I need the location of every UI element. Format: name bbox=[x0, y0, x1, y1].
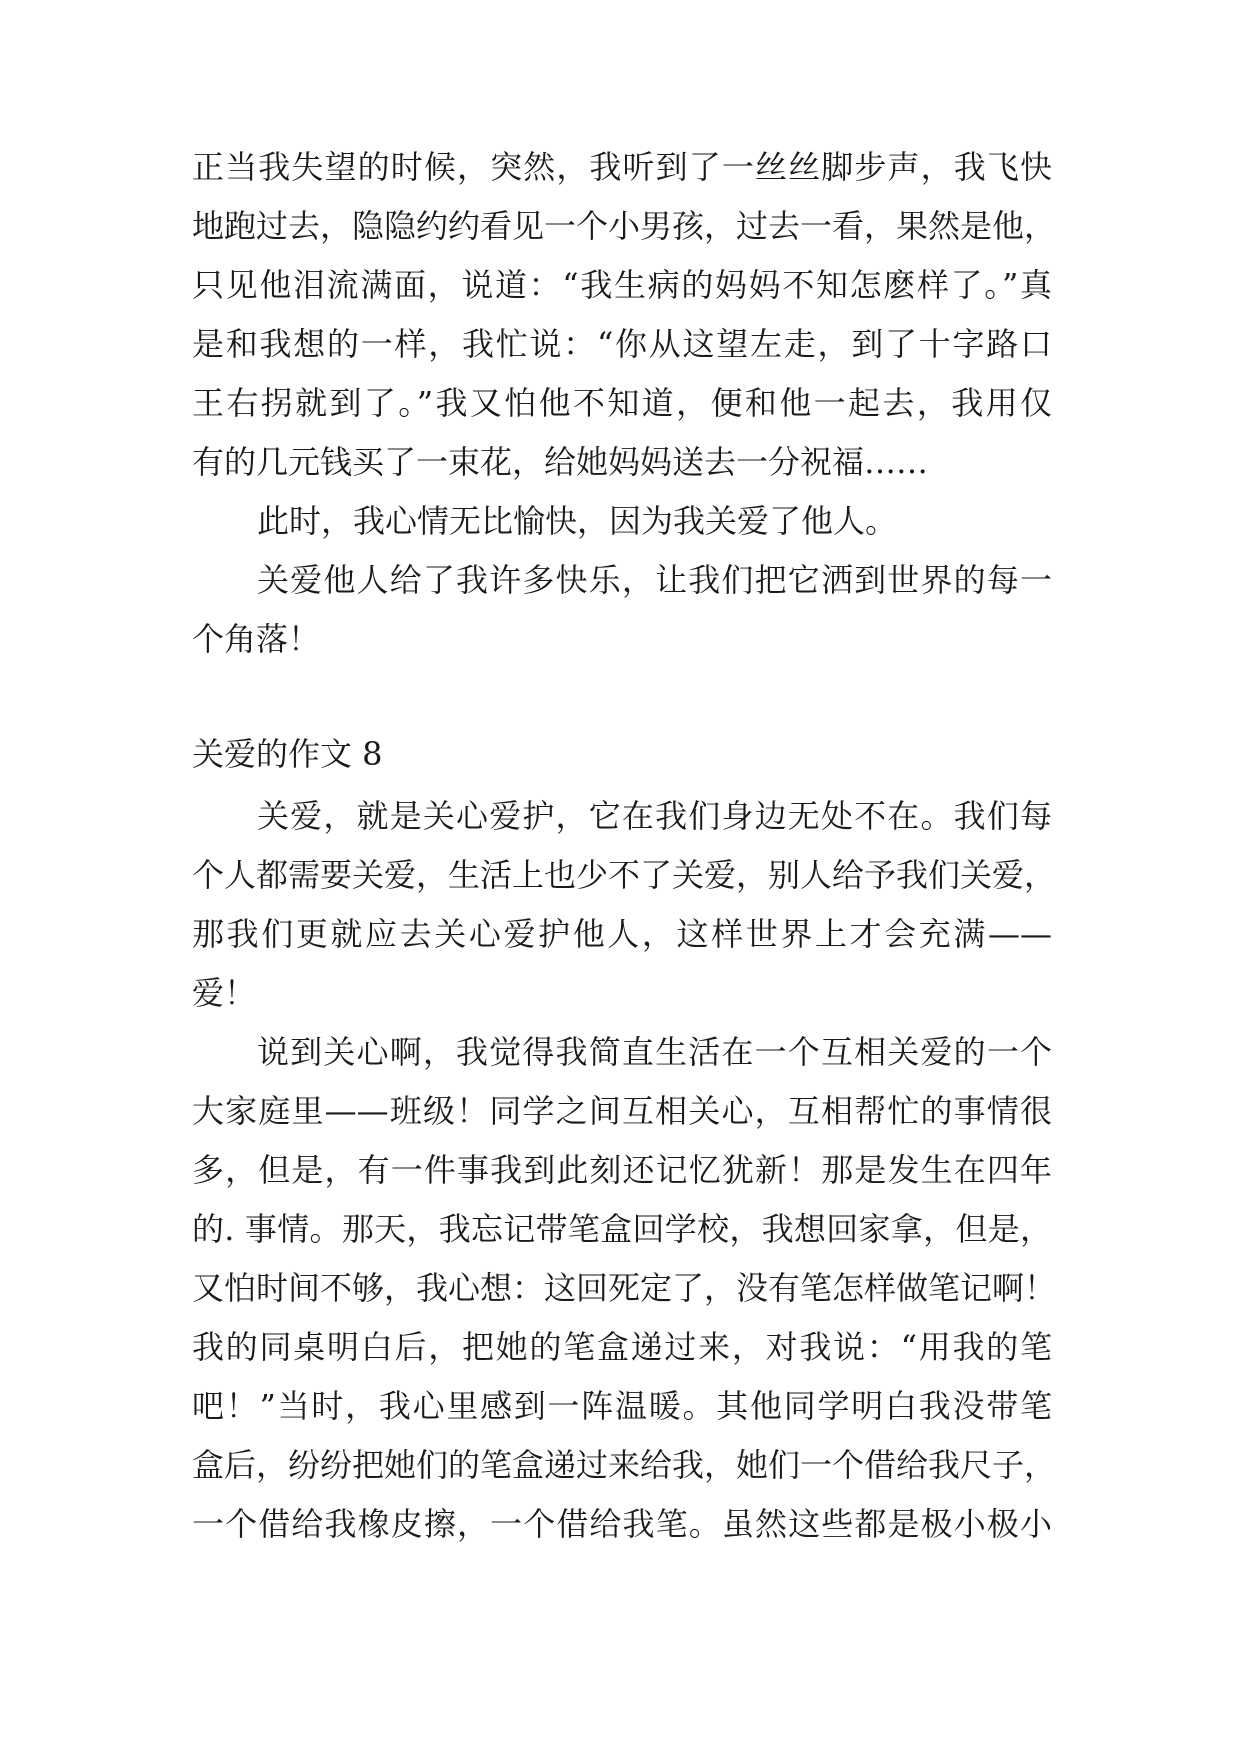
text-line: 正当我失望的时候，突然，我听到了一丝丝脚步声，我飞快 bbox=[192, 148, 1052, 186]
text-line: 地跑过去，隐隐约约看见一个小男孩，过去一看，果然是他， bbox=[192, 207, 1057, 245]
text-line: 爱！ bbox=[192, 974, 257, 1012]
text-line: 的. 事情。那天，我忘记带笔盒回学校，我想回家拿，但是， bbox=[192, 1210, 1052, 1248]
text-line: 只见他泪流满面，说道：“我生病的妈妈不知怎麽样了。”真 bbox=[192, 266, 1052, 304]
text-line: 个人都需要关爱，生活上也少不了关爱，别人给予我们关爱， bbox=[192, 856, 1057, 894]
text-line: 说到关心啊，我觉得我简直生活在一个互相关爱的一个 bbox=[257, 1033, 1052, 1071]
text-line: 关爱他人给了我许多快乐，让我们把它洒到世界的每一 bbox=[257, 561, 1052, 599]
text-line: 是和我想的一样，我忙说：“你从这望左走，到了十字路口 bbox=[192, 325, 1052, 363]
text-line: 我的同桌明白后，把她的笔盒递过来，对我说：“用我的笔 bbox=[192, 1328, 1052, 1366]
text-line: 有的几元钱买了一束花，给她妈妈送去一分祝福…… bbox=[192, 443, 929, 481]
text-line: 关爱，就是关心爱护，它在我们身边无处不在。我们每 bbox=[257, 797, 1052, 835]
text-line: 个角落！ bbox=[192, 620, 321, 658]
text-line: 吧！”当时，我心里感到一阵温暖。其他同学明白我没带笔 bbox=[192, 1387, 1052, 1425]
text-line: 又怕时间不够，我心想：这回死定了，没有笔怎样做笔记啊！ bbox=[192, 1269, 1057, 1307]
text-line: 那我们更就应去关心爱护他人，这样世界上才会充满—— bbox=[192, 915, 1052, 953]
text-line: 大家庭里——班级！同学之间互相关心，互相帮忙的事情很 bbox=[192, 1092, 1052, 1130]
text-line: 盒后，纷纷把她们的笔盒递过来给我，她们一个借给我尺子， bbox=[192, 1446, 1057, 1484]
text-line: 多，但是，有一件事我到此刻还记忆犹新！那是发生在四年 bbox=[192, 1151, 1052, 1189]
text-line: 一个借给我橡皮擦，一个借给我笔。虽然这些都是极小极小 bbox=[192, 1505, 1052, 1543]
text-line: 王右拐就到了。”我又怕他不知道，便和他一起去，我用仅 bbox=[192, 384, 1052, 422]
text-line: 此时，我心情无比愉快，因为我关爱了他人。 bbox=[257, 502, 898, 540]
section-title: 关爱的作文 8 bbox=[192, 735, 383, 773]
